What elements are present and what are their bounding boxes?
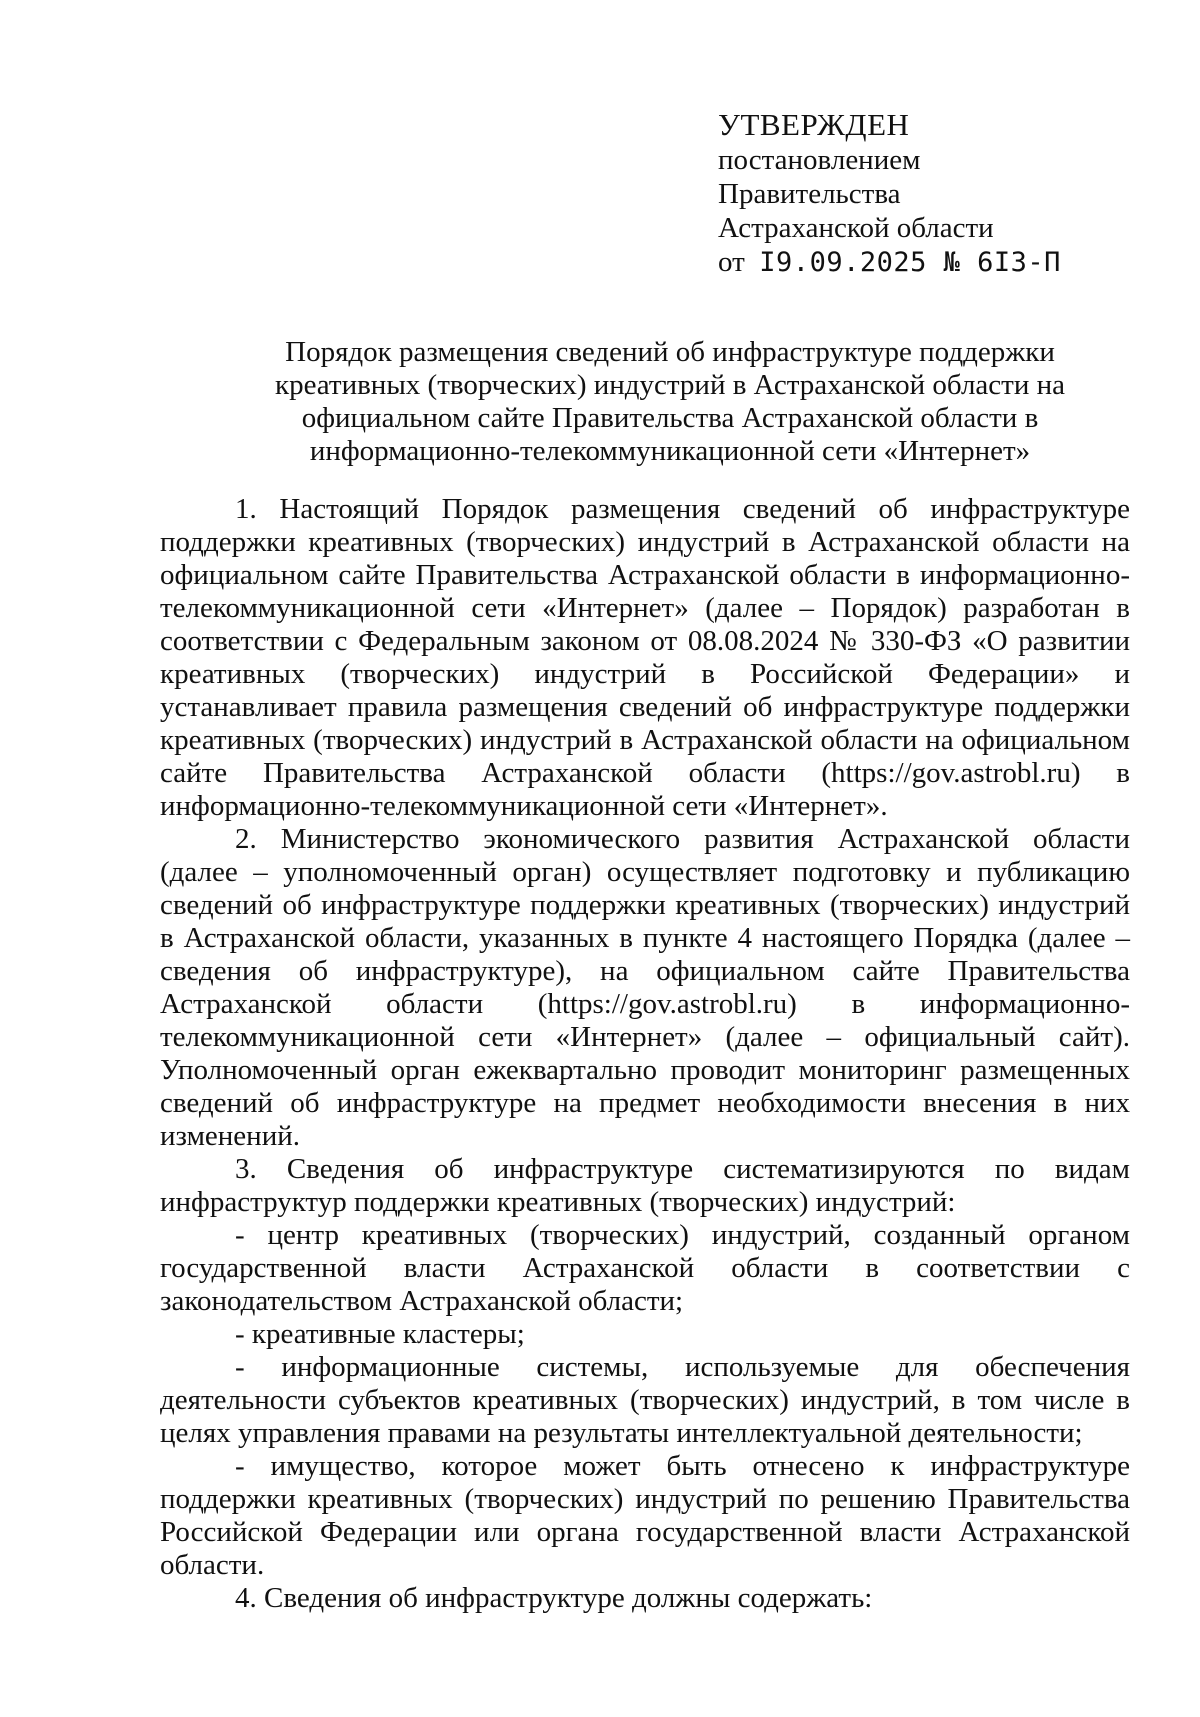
- paragraph-1: 1. Настоящий Порядок размещения сведений об инфраструктуре поддержки креативных (творческих) индустрий в Астраханской области на официальном сайте Правительства Астраханской области в информационно-телекоммуникационной сети «Интернет» (далее – Порядок) разработан в соответствии с Федеральным законом от 08.08.2024 № 330-ФЗ «О развитии креативных (творческих) индустрий в Российской Федерации» и устанавливает правила размещения сведений об инфраструктуре поддержки креативных (творческих) индустрий в Астраханской области на официальном сайте Правительства Астраханской области (https://gov.astrobl.ru) в информационно-телекоммуникационной сети «Интернет».: [160, 493, 1130, 822]
- document-body: [160, 493, 1130, 1615]
- approval-date-number: I9.09.2025 № 6I3-П: [759, 247, 1061, 278]
- approval-block: [718, 108, 1061, 280]
- paragraph-2: 2. Министерство экономического развития Астраханской области (далее – уполномоченный орган) осуществляет подготовку и публикацию сведений об инфраструктуре поддержки креативных (творческих) индустрий в Астраханской области, указанных в пункте 4 настоящего Порядка (далее – сведения об инфраструктуре), на официальном сайте Правительства Астраханской области (https://gov.astrobl.ru) в информационно-телекоммуникационной сети «Интернет» (далее – официальный сайт). Уполномоченный орган ежеквартально проводит мониторинг размещенных сведений об инфраструктуре на предмет необходимости внесения в них изменений.: [160, 823, 1130, 1152]
- list-item-clusters: - креативные кластеры;: [235, 1318, 525, 1350]
- paragraph-3: 3. Сведения об инфраструктуре систематизируются по видам инфраструктур поддержки креативных (творческих) индустрий:: [160, 1153, 1130, 1218]
- list-item-property: - имущество, которое может быть отнесено к инфраструктуре поддержки креативных (творческих) индустрий по решению Правительства Российской Федерации или органа государственной власти Астраханской области.: [160, 1450, 1130, 1581]
- approval-line-2: Правительства: [718, 178, 901, 210]
- approval-date-prefix: от: [718, 246, 745, 278]
- paragraph-4: 4. Сведения об инфраструктуре должны содержать:: [235, 1582, 873, 1614]
- document-title: Порядок размещения сведений об инфраструктуре поддержки креативных (творческих) индустрий в Астраханской области на официальном сайте Правительства Астраханской области в информационно-телекоммуникационной сети «Интернет»: [274, 336, 1065, 467]
- approval-date-line: [718, 245, 1061, 280]
- list-item-center: - центр креативных (творческих) индустрий, созданный органом государственной власти Астраханской области в соответствии с законодательством Астраханской области;: [160, 1219, 1130, 1317]
- approval-line-1: постановлением: [718, 144, 921, 176]
- approval-line-3: Астраханской области: [718, 212, 994, 244]
- list-item-info-systems: - информационные системы, используемые для обеспечения деятельности субъектов креативных (творческих) индустрий, в том числе в целях управления правами на результаты интеллектуальной деятельности;: [160, 1351, 1130, 1449]
- approval-stamp: УТВЕРЖДЕН: [718, 107, 910, 142]
